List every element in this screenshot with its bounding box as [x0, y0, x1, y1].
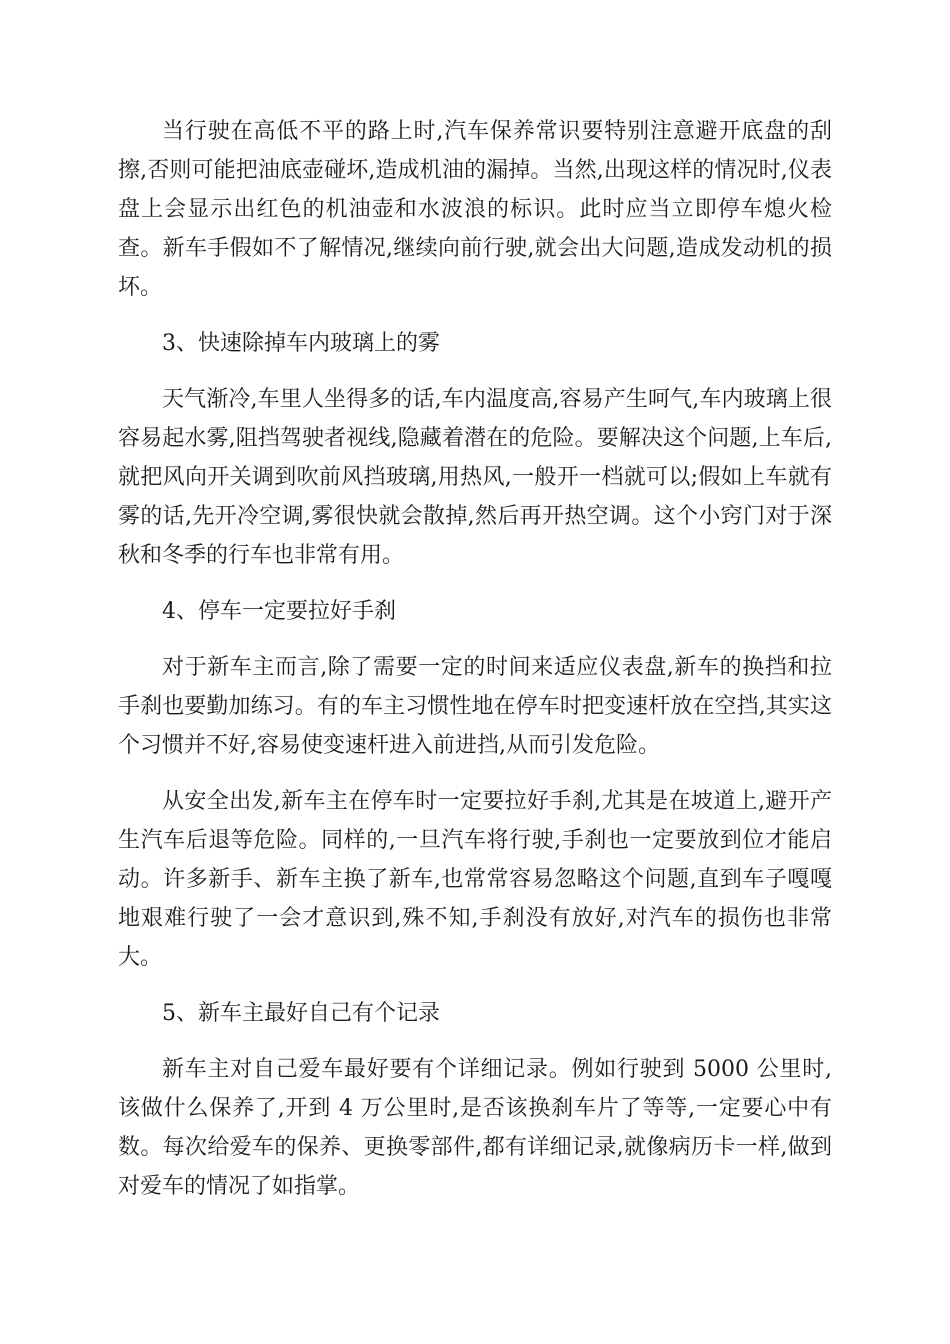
section-heading: 3、快速除掉车内玻璃上的雾: [162, 331, 440, 356]
body-paragraph: 新车主对自己爱车最好要有个详细记录。例如行驶到 5000 公里时,该做什么保养了,开到 4 万公里时,是否该换刹车片了等等,一定要心中有数。每次给爱车的保养、更换零部件,都有详细记录,就像病历卡一样,做到对爱车的情况了如指掌。: [118, 1057, 832, 1199]
body-paragraph: 当行驶在高低不平的路上时,汽车保养常识要特别注意避开底盘的刮擦,否则可能把油底壶碰坏,造成机油的漏掉。当然,出现这样的情况时,仪表盘上会显示出红色的机油壶和水波浪的标识。此时应当立即停车熄火检查。新车手假如不了解情况,继续向前行驶,就会出大问题,造成发动机的损坏。: [118, 119, 832, 300]
body-paragraph: 从安全出发,新车主在停车时一定要拉好手刹,尤其是在坡道上,避开产生汽车后退等危险。同样的,一旦汽车将行驶,手刹也一定要放到位才能启动。许多新手、新车主换了新车,也常常容易忽略这个问题,直到车子嘎嘎地艰难行驶了一会才意识到,殊不知,手刹没有放好,对汽车的损伤也非常大。: [118, 789, 832, 970]
body-paragraph: 天气渐冷,车里人坐得多的话,车内温度高,容易产生呵气,车内玻璃上很容易起水雾,阻挡驾驶者视线,隐藏着潜在的危险。要解决这个问题,上车后,就把风向开关调到吹前风挡玻璃,用热风,一般开一档就可以;假如上车就有雾的话,先开冷空调,雾很快就会散掉,然后再开热空调。这个小窍门对于深秋和冬季的行车也非常有用。: [118, 387, 832, 568]
section-heading: 5、新车主最好自己有个记录: [162, 1001, 440, 1026]
section-heading: 4、停车一定要拉好手刹: [162, 599, 396, 624]
body-paragraph: 对于新车主而言,除了需要一定的时间来适应仪表盘,新车的换挡和拉手刹也要勤加练习。有的车主习惯性地在停车时把变速杆放在空挡,其实这个习惯并不好,容易使变速杆进入前进挡,从而引发危险。: [118, 655, 832, 758]
